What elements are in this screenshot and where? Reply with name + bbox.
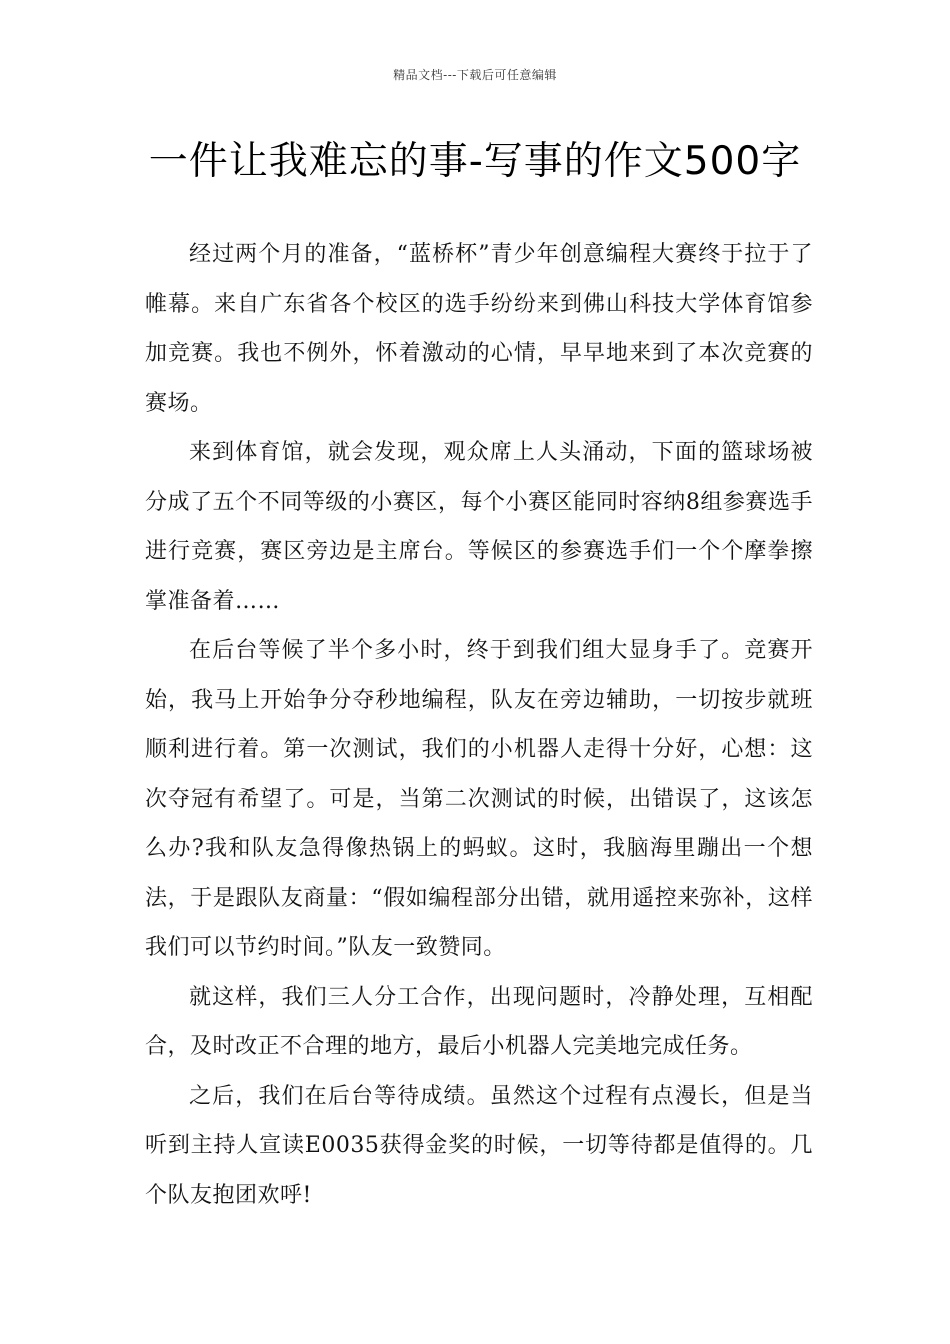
article-body [145, 230, 813, 1220]
paragraph-1: 经过两个月的准备，“蓝桥杯”青少年创意编程大赛终于拉于了帷幕。来自广东省各个校区的选手纷纷来到佛山科技大学体育馆参加竞赛。我也不例外，怀着激动的心情，早早地来到了本次竞赛的赛场。 [145, 242, 813, 416]
paragraph-5: 之后，我们在后台等待成绩。虽然这个过程有点漫长，但是当听到主持人宣读E0035获得金奖的时候，一切等待都是值得的。几个队友抱团欢呼! [145, 1083, 813, 1208]
paragraph-4: 就这样，我们三人分工合作，出现问题时，冷静处理，互相配合，及时改正不合理的地方，最后小机器人完美地完成任务。 [145, 984, 813, 1059]
paragraph-2: 来到体育馆，就会发现，观众席上人头涌动，下面的篮球场被分成了五个不同等级的小赛区，每个小赛区能同时容纳8组参赛选手进行竞赛，赛区旁边是主席台。等候区的参赛选手们一个个摩拳擦掌准备着…… [145, 440, 813, 614]
paragraph-3: 在后台等候了半个多小时，终于到我们组大显身手了。竞赛开始，我马上开始争分夺秒地编程，队友在旁边辅助，一切按步就班顺利进行着。第一次测试，我们的小机器人走得十分好，心想：这次夺冠有希望了。可是，当第二次测试的时候，出错误了，这该怎么办?我和队友急得像热锅上的蚂蚁。这时，我脑海里蹦出一个想法，于是跟队友商量：“假如编程部分出错，就用遥控来弥补，这样我们可以节约时间。”队友一致赞同。 [145, 638, 813, 960]
document-title: 一件让我难忘的事-写事的作文500字 [148, 139, 802, 184]
page-header-note: 精品文档---下载后可任意编辑 [393, 68, 557, 82]
